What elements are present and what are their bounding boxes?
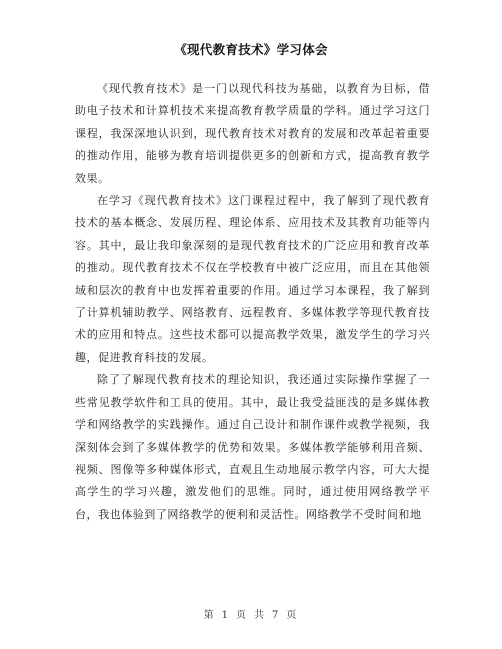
paragraph-2: 在学习《现代教育技术》这门课程过程中，我了解到了现代教育技术的基本概念、发展历程、理论体系、应用技术及其教育功能等内容。其中，最让我印象深刻的是现代教育技术的广泛应用和教育改革的推动。现代教育技术不仅在学校教育中被广泛应用，而且在其他领域和层次的教育中也发挥着重要的作用。通过学习本课程，我了解到了计算机辅助教学、网络教育、远程教育、多媒体教学等现代教育技术的应用和特点。这些技术都可以提高教学效果，激发学生的学习兴趣，促进教育科技的发展。 bbox=[75, 194, 430, 364]
footer-total-pages: 7 bbox=[272, 610, 281, 621]
page-footer bbox=[0, 606, 502, 621]
footer-page-prefix: 第 bbox=[203, 610, 216, 621]
document-title: 《现代教育技术》学习体会 bbox=[174, 42, 328, 57]
paragraph-1: 《现代教育技术》是一门以现代科技为基础，以教育为目标，借助电子技术和计算机技术来提高教育教学质量的学科。通过学习这门课程，我深深地认识到，现代教育技术对教育的发展和改革起着重要的推动作用，能够为教育培训提供更多的创新和方式，提高教育教学效果。 bbox=[75, 82, 430, 185]
paragraph-3: 除了了解现代教育技术的理论知识，我还通过实际操作掌握了一些常见教学软件和工具的使用。其中，最让我受益匪浅的是多媒体教学和网络教学的实践操作。通过自己设计和制作课件或教学视频，我深刻体会到了多媒体教学的优势和效果。多媒体教学能够利用音频、视频、图像等多种媒体形式，直观且生动地展示教学内容，可大大提高学生的学习兴趣，激发他们的思维。同时，通过使用网络教学平台，我也体验到了网络教学的便利和灵活性。网络教学不受时间和地 bbox=[75, 373, 430, 521]
document-body bbox=[75, 78, 430, 526]
footer-total-suffix: 页 bbox=[286, 610, 299, 621]
footer-page-number: 1 bbox=[221, 610, 230, 621]
footer-total-prefix: 共 bbox=[254, 610, 266, 621]
footer-page-middle: 页 bbox=[236, 610, 248, 621]
